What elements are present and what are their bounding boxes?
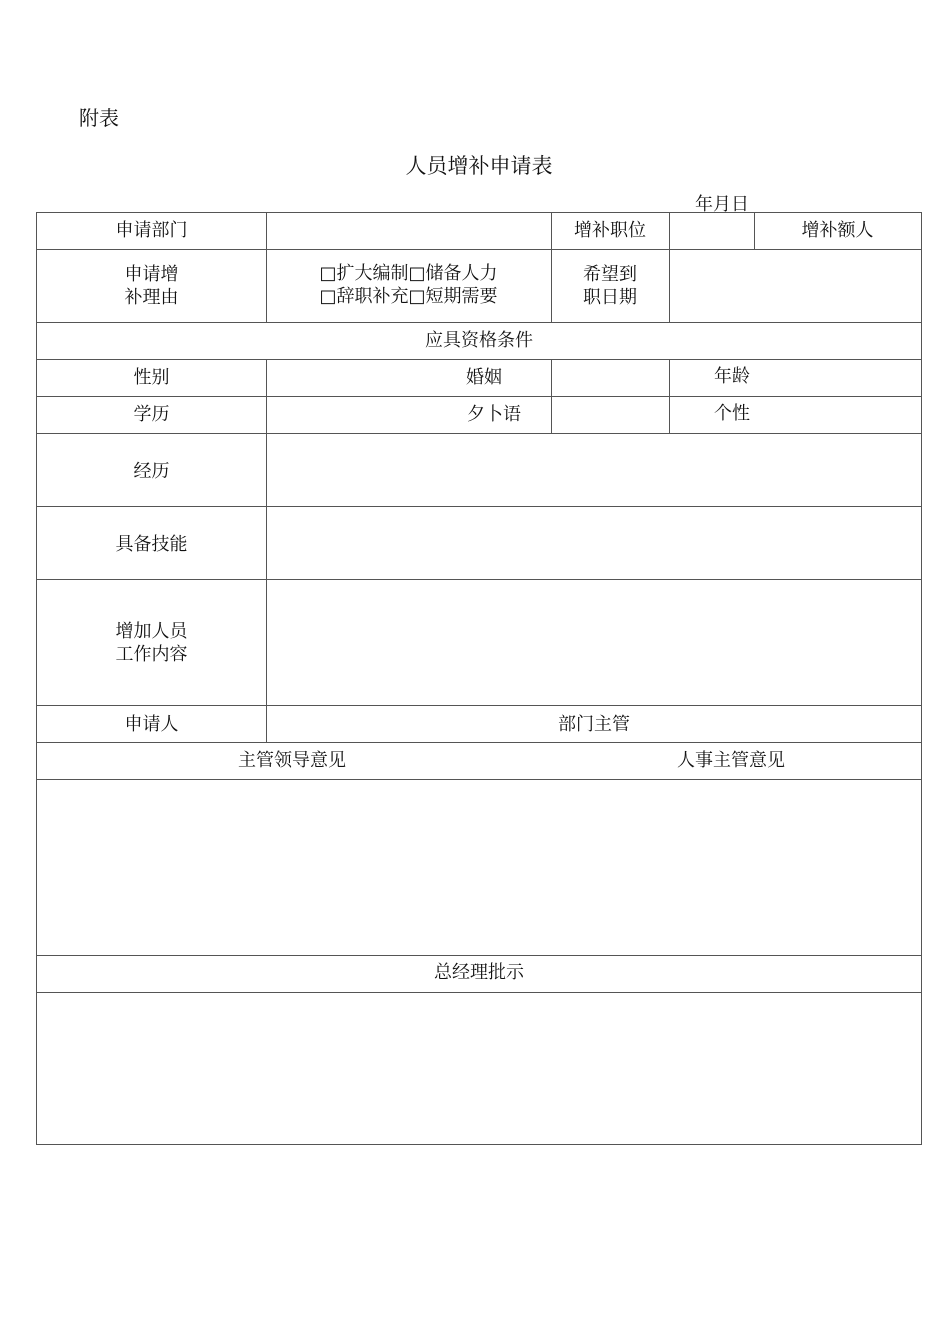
column-divider xyxy=(669,359,670,433)
hr-opinion-label: 人事主管意见 xyxy=(677,750,785,771)
row-divider xyxy=(37,322,921,323)
dept-head-label: 部门主管 xyxy=(558,714,630,735)
reason-options-line1[interactable]: □扩大编制□储备人力 xyxy=(319,263,498,284)
language-label: 夕卜语 xyxy=(467,404,521,425)
age-label: 年龄 xyxy=(714,366,750,387)
reason-label-line1: 申请增 xyxy=(124,264,179,285)
experience-label: 经历 xyxy=(133,461,170,482)
duties-label-line2: 工作内容 xyxy=(115,644,188,665)
row-divider xyxy=(37,705,921,706)
reason-options xyxy=(266,262,551,308)
row-divider xyxy=(37,779,921,780)
skills-label: 具备技能 xyxy=(115,534,188,555)
column-divider xyxy=(551,359,552,433)
applicant-label: 申请人 xyxy=(124,714,179,735)
arrival-date-label-line2: 职日期 xyxy=(583,287,637,308)
row-divider xyxy=(37,359,921,360)
staff-addition-form xyxy=(36,212,922,1145)
personality-label: 个性 xyxy=(714,403,750,424)
column-divider xyxy=(266,359,267,742)
headcount-label: 增补额人 xyxy=(801,220,874,241)
row-divider xyxy=(37,433,921,434)
gm-approval-label: 总经理批示 xyxy=(434,962,524,983)
row-divider xyxy=(37,249,921,250)
department-field[interactable] xyxy=(267,220,551,242)
supervisor-opinion-label: 主管领导意见 xyxy=(238,750,346,771)
department-label: 申请部门 xyxy=(115,220,188,241)
row-divider xyxy=(37,396,921,397)
duties-label xyxy=(37,620,266,666)
reason-label xyxy=(37,263,266,309)
row-divider xyxy=(37,579,921,580)
marital-label: 婚姻 xyxy=(466,367,502,388)
qualifications-heading: 应具资格条件 xyxy=(425,330,533,351)
gender-label: 性别 xyxy=(133,367,170,388)
duties-label-line1: 增加人员 xyxy=(115,621,188,642)
position-field[interactable] xyxy=(670,220,754,242)
reason-label-line2: 补理由 xyxy=(124,287,179,308)
row-divider xyxy=(37,955,921,956)
row-divider xyxy=(37,742,921,743)
reason-options-line2[interactable]: □辞职补充□短期需要 xyxy=(319,286,498,307)
arrival-date-field[interactable] xyxy=(670,263,920,309)
form-title: 人员增补申请表 xyxy=(405,154,553,178)
row-divider xyxy=(37,992,921,993)
arrival-date-label-line1: 希望到 xyxy=(583,264,637,285)
date-label: 年月日 xyxy=(695,194,749,215)
attachment-label: 附表 xyxy=(79,106,119,130)
row-divider xyxy=(37,506,921,507)
arrival-date-label xyxy=(551,263,669,309)
position-label: 增补职位 xyxy=(574,220,646,241)
education-label: 学历 xyxy=(133,404,170,425)
